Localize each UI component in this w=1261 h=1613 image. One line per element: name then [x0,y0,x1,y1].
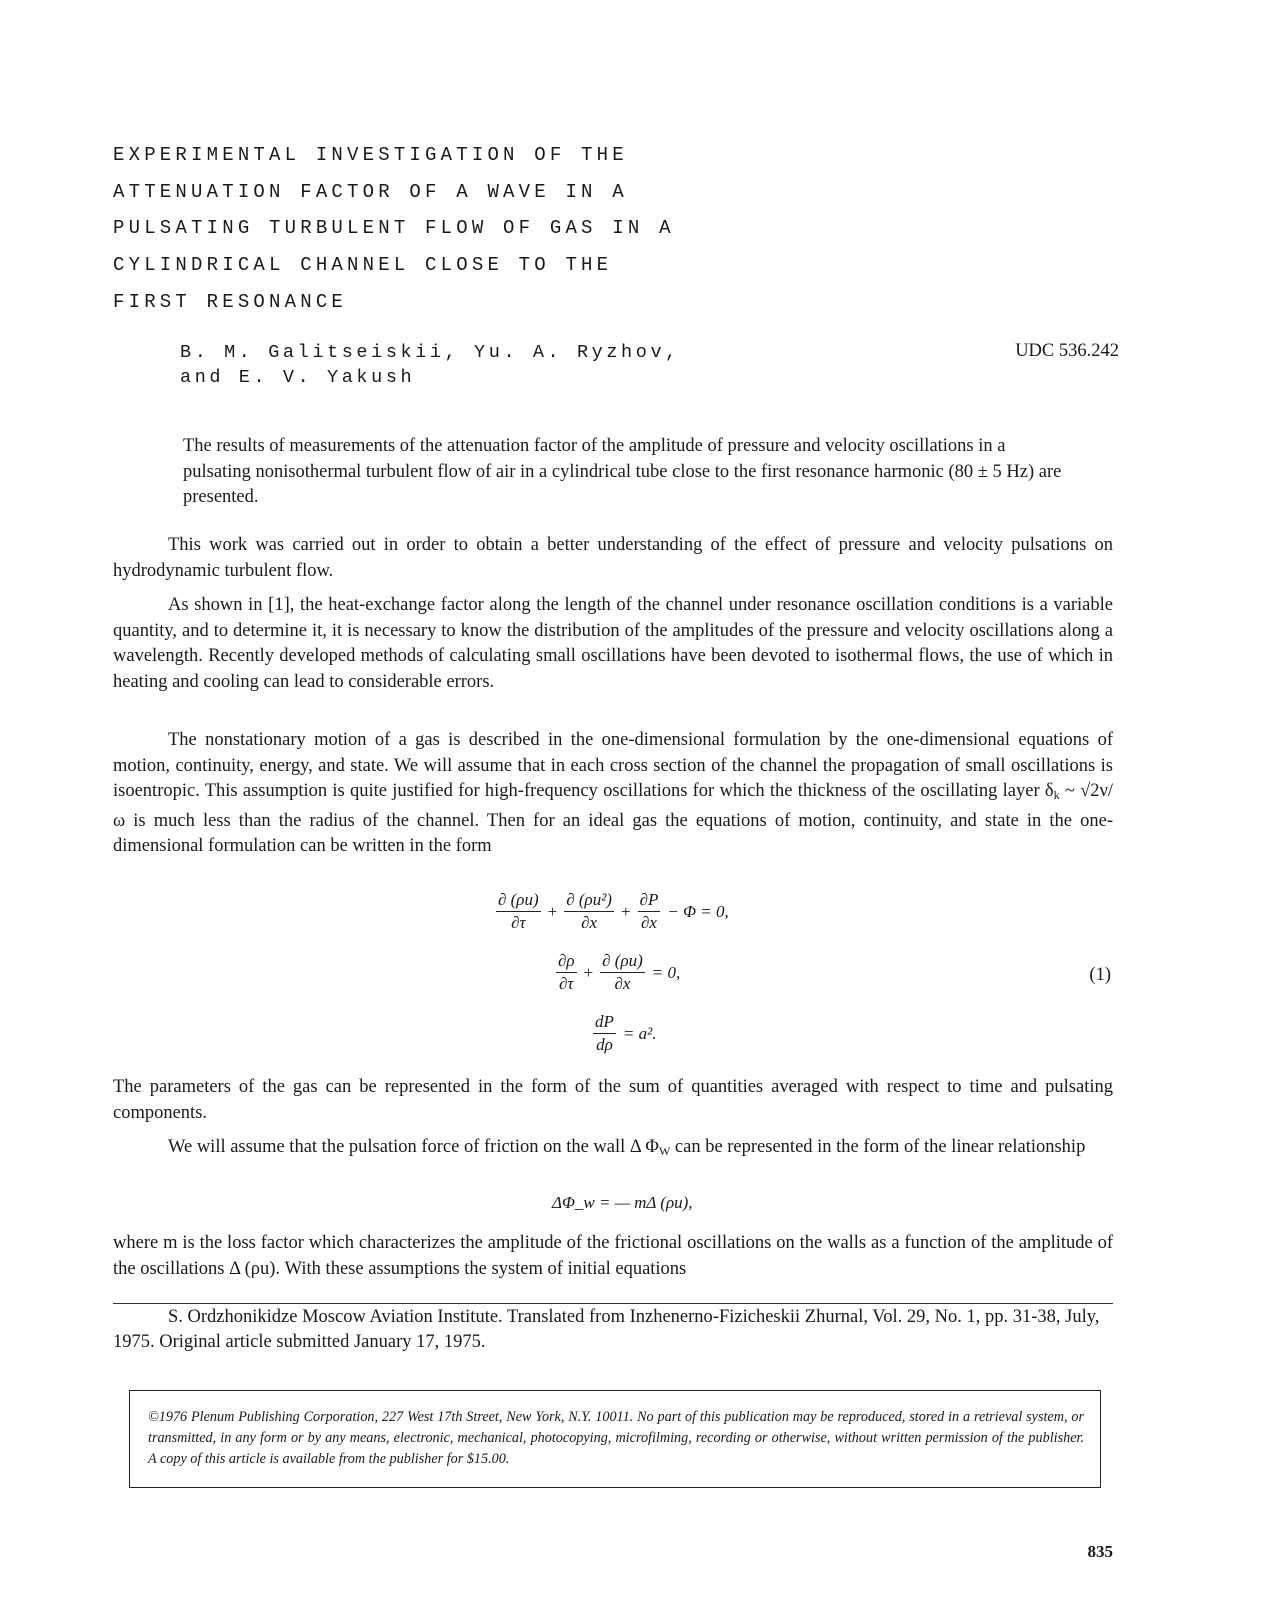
paragraph-intro: This work was carried out in order to obtain a better understanding of the effect of pressure and velocity pulsations on hydrodynamic turbulent flow. [113,535,1113,581]
authors-line-1: B. M. Galitseiskii, Yu. A. Ryzhov, [180,342,680,363]
fraction [638,890,661,933]
fraction [556,951,577,994]
abstract: The results of measurements of the attenuation factor of the amplitude of pressure and velocity oscillations in a pulsating nonisothermal turbulent flow of air in a cylindrical tube close to the first resonance harmonic (80 ± 5 Hz) are presented. [183,436,1062,507]
fraction-denominator: ∂τ [511,913,526,932]
delta-subscript: k [1053,788,1060,802]
fraction-denominator: ∂x [581,913,598,932]
fraction [593,1012,616,1055]
fraction-denominator: dρ [596,1035,613,1054]
paragraph-loss-factor: where m is the loss factor which characterizes the amplitude of the frictional oscillations on the walls as a function of the amplitude of the oscillations Δ (ρu). With these assumptions the system of initial equations [113,1233,1113,1279]
paragraph-parameters: The parameters of the gas can be represented in the form of the sum of quantities averaged with respect to time and pulsating components. [113,1077,1113,1123]
paragraph-friction-part-1: We will assume that the pulsation force of friction on the wall Δ Φ [168,1137,659,1157]
title-line-3: PULSATING TURBULENT FLOW OF GAS IN A [113,217,675,239]
title-line-4: CYLINDRICAL CHANNEL CLOSE TO THE [113,254,613,276]
fraction-numerator: ∂ (ρu) [600,951,645,973]
equation-tail: = a². [622,1023,657,1043]
paragraph-friction [113,1135,1113,1165]
paragraph-formulation [113,728,1113,860]
plus-sign: + [583,962,594,982]
paragraph-background: As shown in [1], the heat-exchange factor along the length of the channel under resonance oscillation conditions is a variable quantity, and to determine it, it is necessary to know the distribution of the amplitudes of the pressure and velocity oscillations along a wavelength. Recently developed methods of calculating small oscillations have been devoted to isothermal flows, the use of which in heating and cooling can lead to considerable errors. [113,595,1113,692]
udc-code: UDC 536.242 [1015,341,1119,361]
fraction-numerator: ∂ (ρu) [496,890,541,912]
equation-number: (1) [1089,965,1111,985]
fraction-numerator: ∂P [638,890,661,912]
equation-state [590,1012,660,1055]
plus-sign: + [547,901,558,921]
title-line-1: EXPERIMENTAL INVESTIGATION OF THE [113,144,628,166]
footnote-divider [113,1303,1113,1304]
page-number: 835 [1087,1542,1113,1561]
paragraph-formulation-part-2: ~ √2ν/ω is much less than the radius of the channel. Then for an ideal gas the equations of motion, continuity, and state in the one-dimensional formulation can be written in the form [113,781,1113,856]
equation-continuity [553,951,684,994]
fraction-numerator: ∂ (ρu²) [564,890,614,912]
fraction-numerator: dP [593,1012,616,1034]
equation-tail: − Φ = 0, [667,901,729,921]
title-line-2: ATTENUATION FACTOR OF A WAVE IN A [113,181,628,203]
footnote: S. Ordzhonikidze Moscow Aviation Institute. Translated from Inzhenerno-Fizicheskii Zhurnal, Vol. 29, No. 1, pp. 31-38, July, 1975. Original article submitted January 17, 1975. [113,1307,1100,1352]
copyright-box [129,1390,1101,1488]
title-line-5: FIRST RESONANCE [113,291,348,313]
phi-subscript: W [658,1144,671,1158]
authors-line-2: and E. V. Yakush [180,367,416,388]
fraction [564,890,614,933]
plus-sign: + [620,901,631,921]
equation-tail: = 0, [651,962,681,982]
fraction-denominator: ∂τ [559,974,574,993]
fraction-denominator: ∂x [614,974,631,993]
fraction-denominator: ∂x [640,913,657,932]
copyright-text: ©1976 Plenum Publishing Corporation, 227 West 17th Street, New York, N.Y. 10011. No part of this publication may be reproduced, stored in a retrieval system, or transmitted, in any form or by any means, electronic, mechanical, photocopying, microfilming, recording or otherwise, without written permission of the publisher. A copy of this article is available from the publisher for $15.00. [148,1409,1084,1467]
paragraph-formulation-part-1: The nonstationary motion of a gas is described in the one-dimensional formulation by the one-dimensional equations of motion, continuity, energy, and state. We will assume that in each cross section of the channel the propagation of small oscillations is isoentropic. This assumption is quite justified for high-frequency oscillations for which the thickness of the oscillating layer δ [113,730,1113,801]
fraction [496,890,541,933]
equation-friction: ΔΦ_w = — mΔ (ρu), [552,1193,693,1212]
paragraph-friction-part-2: can be represented in the form of the linear relationship [670,1137,1086,1157]
fraction [600,951,645,994]
equation-motion [493,890,733,933]
fraction-numerator: ∂ρ [556,951,577,973]
